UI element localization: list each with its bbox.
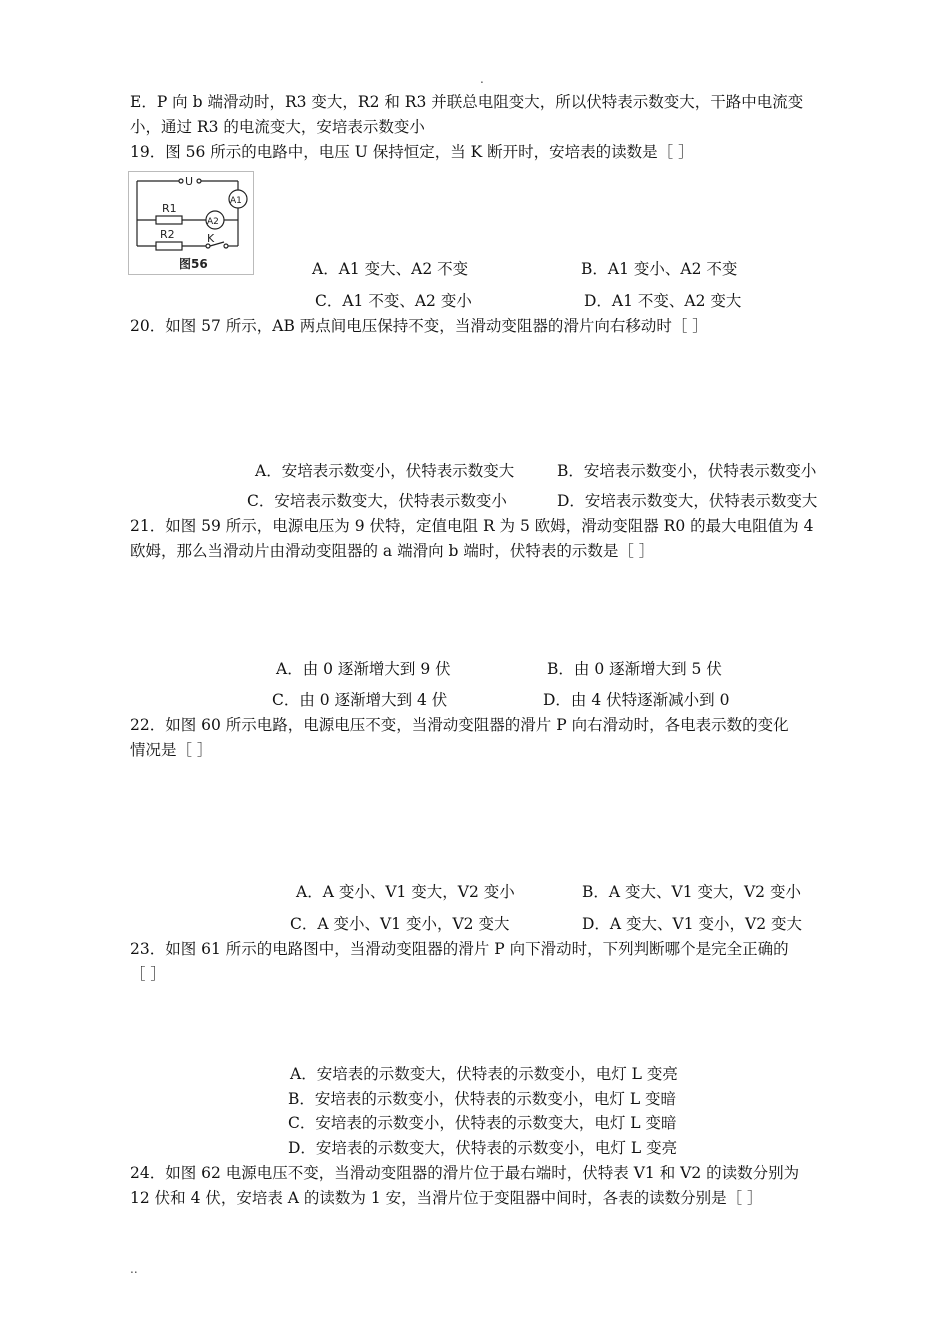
q23-stem-1: 23．如图 61 所示的电路图中，当滑动变阻器的滑片 P 向下滑动时，下列判断哪个是完全正确的 [130, 940, 789, 958]
q20-option-a: A．安培表示数变小，伏特表示数变大 [255, 462, 515, 480]
q21-stem-1: 21．如图 59 所示，电源电压为 9 伏特，定值电阻 R 为 5 欧姆，滑动变阻器 R0 的最大电阻值为 4 [130, 517, 814, 535]
label-r2: R2 [160, 228, 175, 241]
q20-option-c: C．安培表示数变大，伏特表示数变小 [247, 492, 507, 510]
footer-dots: .. [130, 1262, 138, 1276]
q21-option-a: A．由 0 逐渐增大到 9 伏 [276, 660, 451, 678]
q23-option-b: B．安培表的示数变小，伏特表的示数变小，电灯 L 变暗 [288, 1090, 677, 1108]
q19-option-a: A．A1 变大、A2 不变 [312, 260, 469, 278]
q22-option-b: B．A 变大、V1 变大，V2 变小 [582, 883, 801, 901]
q19-stem: 19．图 56 所示的电路中，电压 U 保持恒定，当 K 断开时，安培表的读数是［ ］ [130, 143, 694, 161]
q19-option-c: C．A1 不变、A2 变小 [315, 292, 472, 310]
intro-line-1: E．P 向 b 端滑动时，R3 变大，R2 和 R3 并联总电阻变大，所以伏特表示数变大，干路中电流变 [130, 93, 804, 111]
q23-stem-2: ［ ］ [130, 965, 166, 983]
q19-option-d: D．A1 不变、A2 变大 [584, 292, 742, 310]
q21-stem-2: 欧姆，那么当滑动片由滑动变阻器的 a 端滑向 b 端时，伏特表的示数是［ ］ [130, 542, 655, 560]
q23-option-c: C．安培表的示数变小，伏特表的示数变大，电灯 L 变暗 [288, 1114, 677, 1132]
intro-line-2: 小，通过 R3 的电流变大，安培表示数变小 [130, 118, 425, 136]
label-k: K [207, 232, 215, 245]
q23-option-d: D．安培表的示数变大，伏特表的示数变小，电灯 L 变亮 [288, 1139, 678, 1157]
figure-caption: 图56 [179, 257, 208, 271]
q22-option-a: A．A 变小、V1 变大，V2 变小 [296, 883, 515, 901]
q20-stem: 20．如图 57 所示，AB 两点间电压保持不变，当滑动变阻器的滑片向右移动时［ ］ [130, 317, 708, 335]
q19-option-b: B．A1 变小、A2 不变 [581, 260, 738, 278]
circuit-diagram [129, 172, 253, 274]
q20-option-d: D．安培表示数变大，伏特表示数变大 [557, 492, 818, 510]
q22-stem-2: 情况是［ ］ [130, 741, 213, 759]
label-a2: A2 [207, 217, 219, 227]
q21-option-b: B．由 0 逐渐增大到 5 伏 [547, 660, 722, 678]
q23-option-a: A．安培表的示数变大，伏特表的示数变小，电灯 L 变亮 [290, 1065, 678, 1083]
q22-option-d: D．A 变大、V1 变小，V2 变大 [582, 915, 803, 933]
q20-option-b: B．安培表示数变小，伏特表示数变小 [557, 462, 817, 480]
header-dot: . [480, 72, 484, 86]
q22-option-c: C．A 变小、V1 变小，V2 变大 [290, 915, 510, 933]
q24-stem-2: 12 伏和 4 伏，安培表 A 的读数为 1 安，当滑片位于变阻器中间时，各表的读数分别是［ ］ [130, 1189, 763, 1207]
label-a1: A1 [230, 196, 242, 206]
q21-option-c: C．由 0 逐渐增大到 4 伏 [272, 691, 448, 709]
q21-option-d: D．由 4 伏特逐渐减小到 0 [543, 691, 730, 709]
label-u: U [185, 175, 194, 188]
q24-stem-1: 24．如图 62 电源电压不变，当滑动变阻器的滑片位于最右端时，伏特表 V1 和 V2 的读数分别为 [130, 1164, 800, 1182]
q22-stem-1: 22．如图 60 所示电路，电源电压不变，当滑动变阻器的滑片 P 向右滑动时，各电表示数的变化 [130, 716, 789, 734]
figure-56 [128, 171, 254, 275]
label-r1: R1 [162, 202, 177, 215]
